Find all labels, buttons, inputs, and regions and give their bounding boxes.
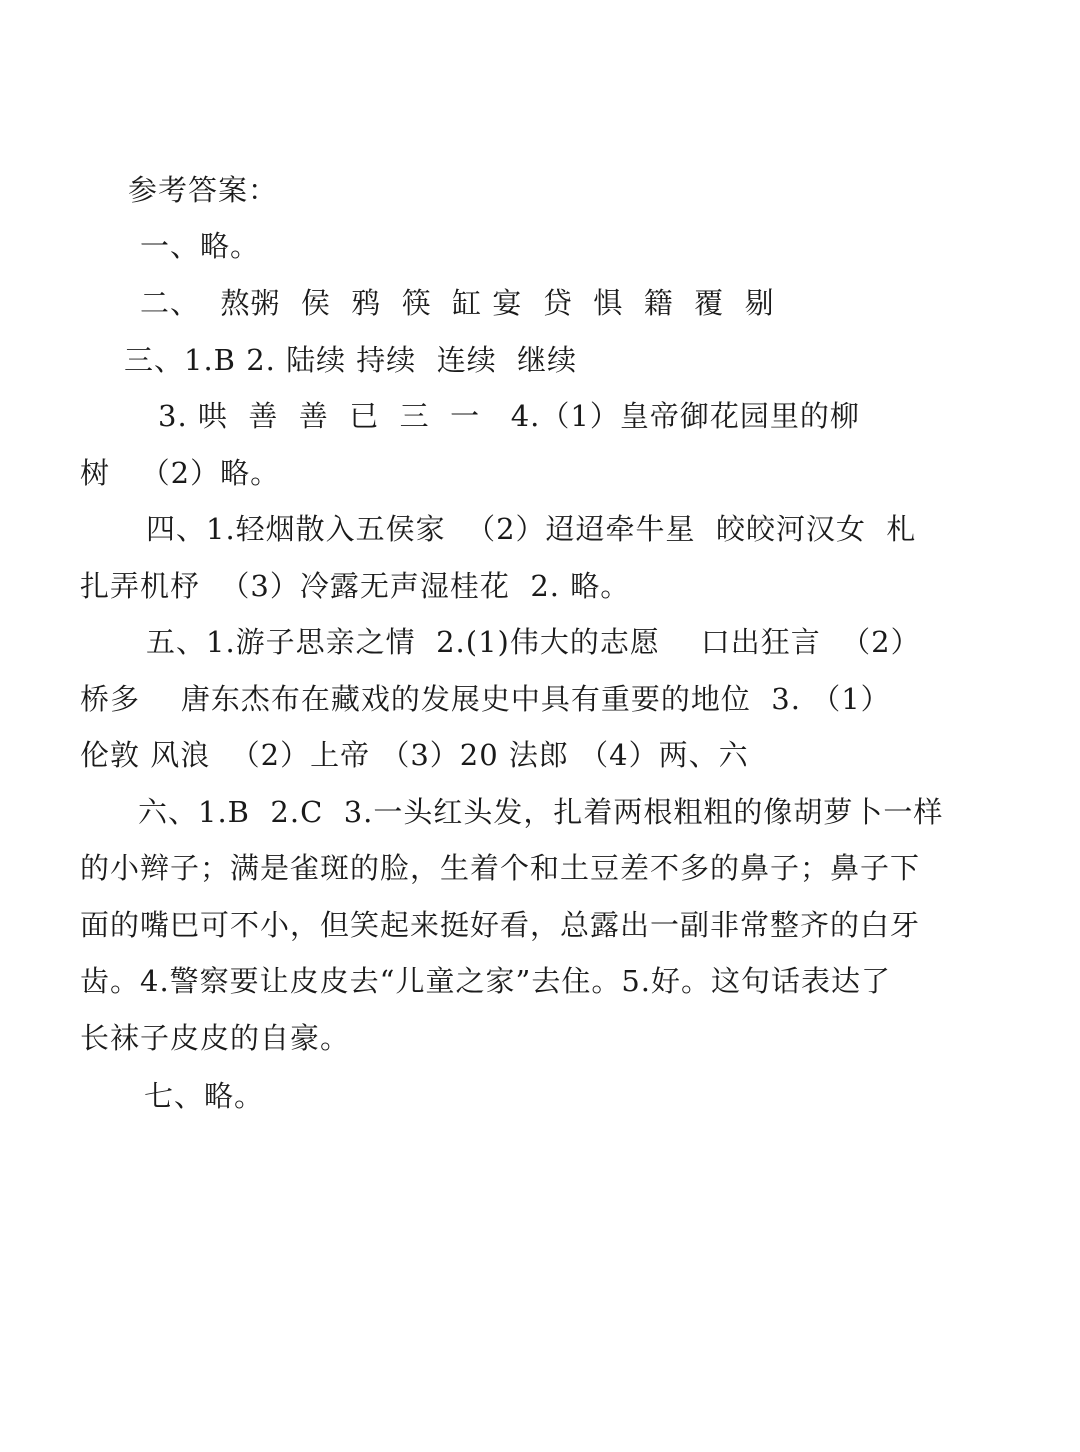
answer-line: 齿。4.警察要让皮皮去“儿童之家”去住。5.好。这句话表达了 (80, 964, 891, 998)
answer-line: 3. 哄 善 善 已 三 一 4.（1）皇帝御花园里的柳 (158, 399, 860, 433)
answer-line: 桥多 唐东杰布在藏戏的发展史中具有重要的地位 3. （1） (80, 682, 891, 716)
answer-line: 五、1.游子思亲之情 2.(1)伟大的志愿 口出狂言 （2） (146, 625, 921, 659)
answer-line: 七、略。 (144, 1079, 265, 1113)
answer-line: 二、 熬粥 侯 鸦 筷 缸 宴 贷 惧 籍 覆 剔 (140, 286, 775, 320)
answer-line: 四、1.轻烟散入五侯家 （2）迢迢牵牛星 皎皎河汉女 札 (146, 512, 917, 546)
answer-line: 面的嘴巴可不小，但笑起来挺好看，总露出一副非常整齐的白牙 (80, 908, 921, 942)
answer-title: 参考答案： (128, 173, 279, 207)
answer-line: 长袜子皮皮的自豪。 (80, 1021, 351, 1055)
answer-line: 三、1.B 2. 陆续 持续 连续 继续 (124, 343, 578, 377)
answer-line: 一、略。 (140, 229, 261, 263)
answer-line: 树 （2）略。 (80, 456, 281, 490)
answer-line: 的小辫子；满是雀斑的脸，生着个和土豆差不多的鼻子；鼻子下 (80, 851, 921, 885)
answer-line: 六、1.B 2.C 3.一头红头发，扎着两根粗粗的像胡萝卜一样 (138, 795, 944, 829)
answer-line: 伦敦 风浪 （2）上帝 （3）20 法郎 （4）两、六 (80, 738, 749, 772)
answer-line: 扎弄机杼 （3）冷露无声湿桂花 2. 略。 (80, 569, 631, 603)
